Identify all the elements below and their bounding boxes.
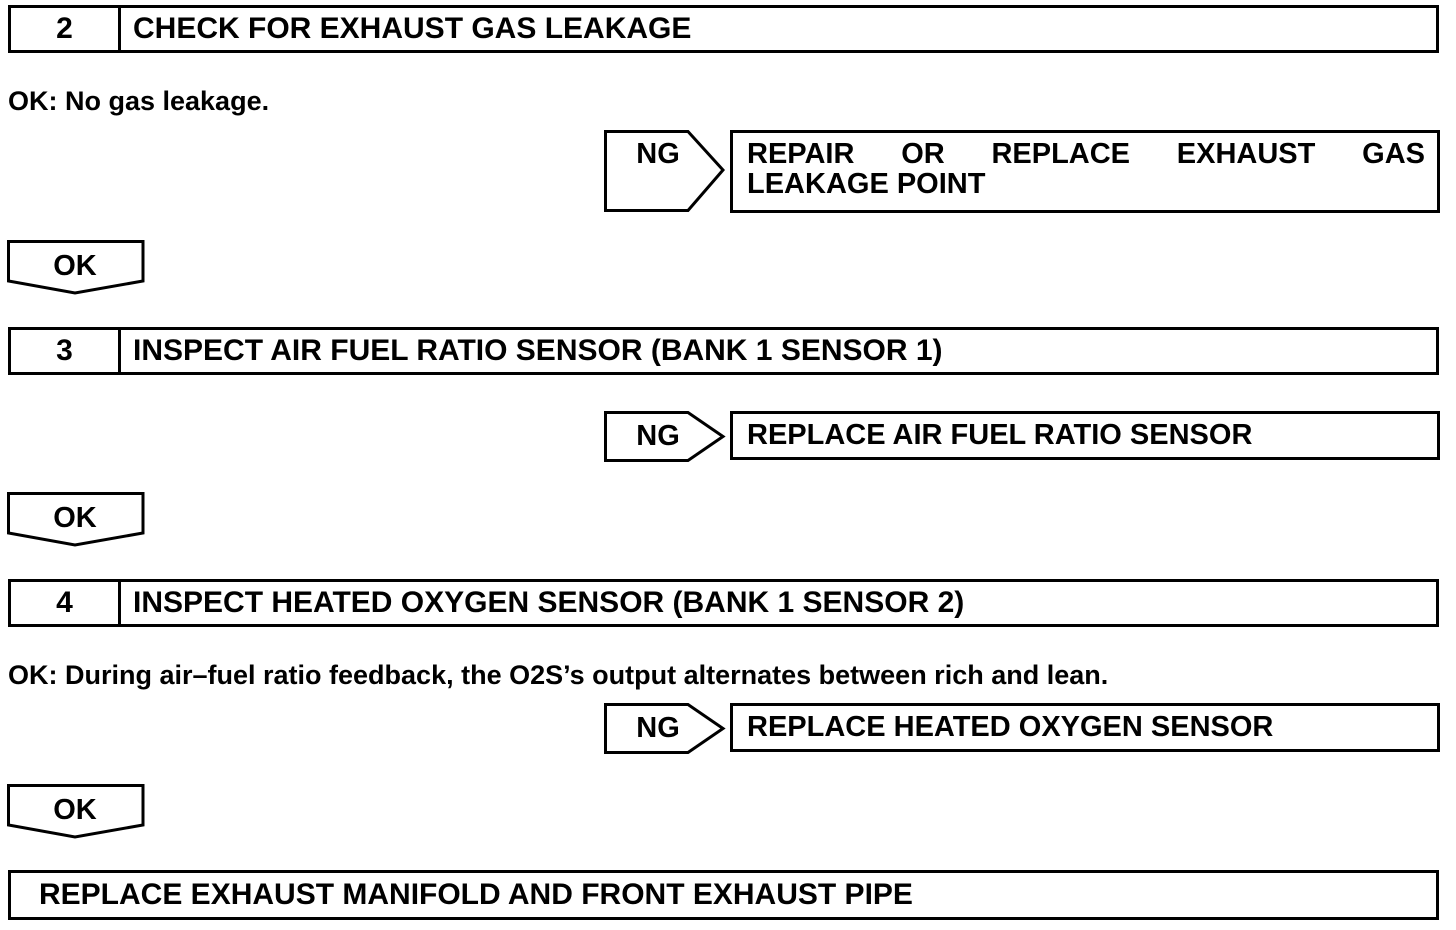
ng-action-line-2: LEAKAGE POINT: [747, 168, 986, 200]
step-3-header: [8, 327, 1439, 375]
ng-action-box: REPLACE HEATED OXYGEN SENSOR: [730, 703, 1440, 752]
ng-action-word: REPAIR: [747, 138, 855, 170]
final-action-box: REPLACE EXHAUST MANIFOLD AND FRONT EXHAUST PIPE: [8, 870, 1439, 920]
ok-arrow-label: OK: [53, 502, 97, 534]
ng-action-word: EXHAUST: [1176, 138, 1316, 170]
ok-arrow-label: OK: [53, 794, 97, 826]
ok-criteria: OK: No gas leakage.: [8, 86, 270, 116]
ok-arrow-label: OK: [53, 250, 97, 282]
ng-action-box: [730, 130, 1440, 213]
ok-criteria: OK: During air–fuel ratio feedback, the O2S’s output alternates between rich and lean.: [8, 660, 1109, 690]
step-2-header: [8, 5, 1439, 53]
step-title: CHECK FOR EXHAUST GAS LEAKAGE: [133, 12, 692, 45]
ng-action-line-1: [747, 139, 1425, 169]
ng-action-word: GAS: [1362, 138, 1425, 170]
step-number: 3: [11, 330, 121, 372]
ng-label: NG: [636, 138, 680, 170]
step-4-header: [8, 579, 1439, 627]
ng-action-word: REPLACE: [991, 138, 1131, 170]
step-title: INSPECT HEATED OXYGEN SENSOR (BANK 1 SENSOR 2): [133, 586, 965, 619]
ng-label: NG: [636, 712, 680, 744]
step-number: 2: [11, 8, 121, 50]
ng-action-word: OR: [901, 138, 945, 170]
ng-label: NG: [636, 420, 680, 452]
step-number: 4: [11, 582, 121, 624]
ng-action-box: REPLACE AIR FUEL RATIO SENSOR: [730, 411, 1440, 460]
step-title: INSPECT AIR FUEL RATIO SENSOR (BANK 1 SENSOR 1): [133, 334, 943, 367]
